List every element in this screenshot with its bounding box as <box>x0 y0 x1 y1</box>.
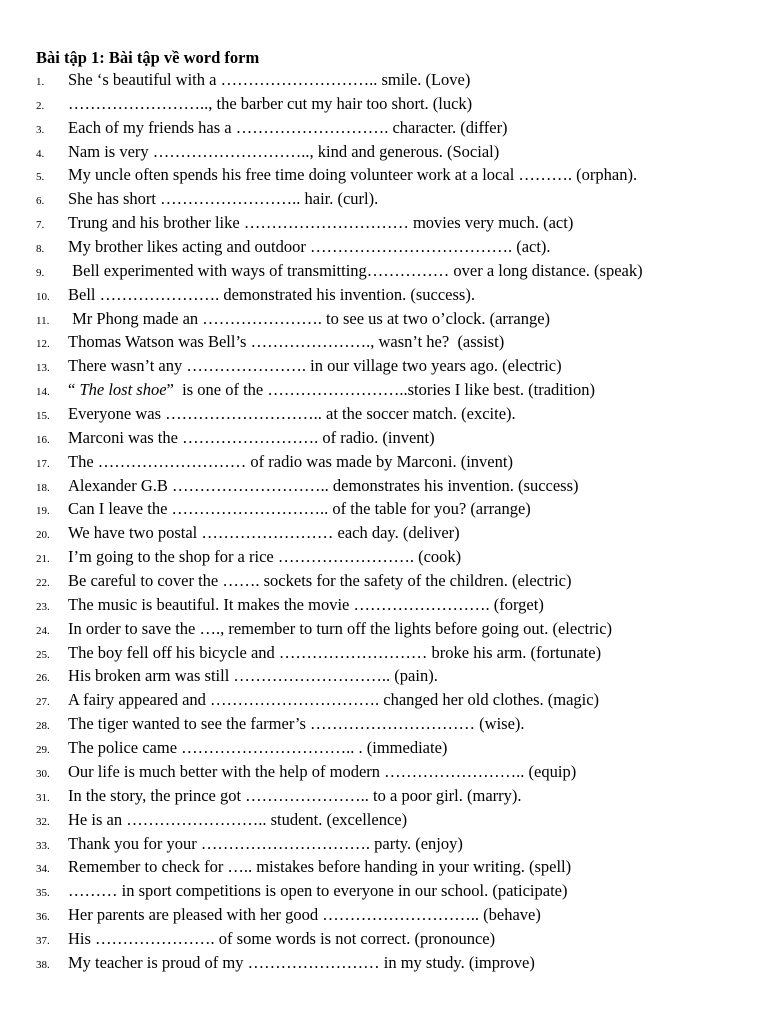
exercise-item <box>36 332 752 356</box>
exercise-item <box>36 118 752 142</box>
item-sentence-prefix: “ <box>68 380 80 400</box>
exercise-item <box>36 261 752 285</box>
exercise-item <box>36 762 752 786</box>
item-sentence: The boy fell off his bicycle and ……………………… broke his arm. (fortunate) <box>68 642 602 662</box>
exercise-item <box>36 666 752 690</box>
item-number: 37. <box>36 934 50 947</box>
exercise-item <box>36 285 752 309</box>
item-sentence: Bell experimented with ways of transmitting…………… over a long distance. (speak) <box>68 260 643 280</box>
exercise-item <box>36 714 752 738</box>
item-number: 31. <box>36 791 50 804</box>
exercise-item <box>36 142 752 166</box>
item-sentence: Alexander G.B ……………………….. demonstrates his invention. (success) <box>68 475 579 495</box>
item-number: 38. <box>36 958 50 971</box>
item-number: 22. <box>36 577 50 590</box>
item-sentence <box>68 380 595 400</box>
item-sentence-italic-title: The lost shoe <box>79 380 167 400</box>
item-number: 16. <box>36 433 50 446</box>
item-number: 5. <box>36 171 45 184</box>
item-number: 1. <box>36 76 45 88</box>
item-number: 14. <box>36 386 50 399</box>
item-sentence: ……… in sport competitions is open to everyone in our school. (paticipate) <box>68 881 568 901</box>
item-number: 33. <box>36 839 50 852</box>
exercise-item <box>36 738 752 762</box>
item-sentence: She ‘s beautiful with a ……………………….. smile. (Love) <box>68 70 471 89</box>
item-sentence: A fairy appeared and …………………………. changed her old clothes. (magic) <box>68 690 600 710</box>
item-sentence: …………………….., the barber cut my hair too short. (luck) <box>68 93 473 113</box>
exercise-item <box>36 786 752 810</box>
exercise-item <box>36 834 752 858</box>
exercise-item <box>36 428 752 452</box>
item-sentence: Thank you for your …………………………. party. (enjoy) <box>68 833 463 853</box>
item-sentence: He is an …………………….. student. (excellence) <box>68 809 408 829</box>
exercise-item <box>36 929 752 953</box>
exercise-item <box>36 690 752 714</box>
exercise-item <box>36 404 752 428</box>
item-sentence: The music is beautiful. It makes the movie ……………………. (forget) <box>68 594 544 614</box>
item-number: 35. <box>36 887 50 900</box>
item-sentence: Our life is much better with the help of modern …………………….. (equip) <box>68 761 577 781</box>
exercise-item <box>36 857 752 881</box>
item-number: 3. <box>36 123 45 136</box>
exercise-item <box>36 70 752 94</box>
item-number: 8. <box>36 243 45 256</box>
item-sentence: The police came ………………………….. . (immediate) <box>68 738 448 758</box>
item-number: 2. <box>36 99 45 112</box>
item-sentence: Be careful to cover the ……. sockets for the safety of the children. (electric) <box>68 571 572 591</box>
item-sentence: The tiger wanted to see the farmer’s ………………………… (wise). <box>68 714 525 734</box>
exercise-title: Bài tập 1: Bài tập về word form <box>36 48 260 67</box>
exercise-item <box>36 571 752 595</box>
item-number: 30. <box>36 767 50 780</box>
exercise-item <box>36 547 752 571</box>
item-sentence: Trung and his brother like ………………………… movies very much. (act) <box>68 213 574 233</box>
exercise-item <box>36 619 752 643</box>
item-sentence: Bell …………………. demonstrated his invention. (success). <box>68 284 475 304</box>
item-sentence: My brother likes acting and outdoor ………………………………. (act). <box>68 237 551 257</box>
item-number: 25. <box>36 648 50 661</box>
item-sentence-rest: ” is one of the ……………………..stories I like best. (tradition) <box>166 380 596 400</box>
exercise-list <box>36 70 752 977</box>
item-sentence: She has short …………………….. hair. (curl). <box>68 189 379 209</box>
item-sentence: Nam is very ……………………….., kind and generous. (Social) <box>68 141 500 161</box>
item-number: 28. <box>36 720 50 733</box>
item-number: 34. <box>36 863 50 876</box>
item-sentence: In order to save the …., remember to turn off the lights before going out. (electric) <box>68 618 613 638</box>
item-number: 29. <box>36 744 50 757</box>
item-number: 15. <box>36 410 50 423</box>
item-number: 23. <box>36 600 50 613</box>
item-number: 26. <box>36 672 50 685</box>
item-number: 32. <box>36 815 50 828</box>
exercise-item <box>36 810 752 834</box>
exercise-item <box>36 499 752 523</box>
exercise-item <box>36 165 752 189</box>
item-number: 20. <box>36 529 50 542</box>
item-sentence: Remember to check for ….. mistakes before handing in your writing. (spell) <box>68 857 572 877</box>
item-number: 36. <box>36 911 50 924</box>
exercise-item <box>36 356 752 380</box>
exercise-item <box>36 595 752 619</box>
item-sentence: The ……………………… of radio was made by Marconi. (invent) <box>68 451 513 471</box>
item-sentence: Thomas Watson was Bell’s …………………., wasn’t he? (assist) <box>68 332 505 352</box>
item-number: 24. <box>36 624 50 637</box>
item-number: 18. <box>36 481 50 494</box>
exercise-item <box>36 953 752 977</box>
exercise-item <box>36 643 752 667</box>
item-sentence: My teacher is proud of my …………………… in my study. (improve) <box>68 952 535 972</box>
item-number: 13. <box>36 362 50 375</box>
item-sentence: His broken arm was still ……………………….. (pain). <box>68 666 438 686</box>
exercise-item <box>36 523 752 547</box>
item-number: 12. <box>36 338 50 351</box>
item-sentence: Everyone was ……………………….. at the soccer match. (excite). <box>68 404 516 424</box>
item-number: 27. <box>36 696 50 709</box>
item-sentence: There wasn’t any …………………. in our village two years ago. (electric) <box>68 356 562 376</box>
item-sentence: I’m going to the shop for a rice ……………………. (cook) <box>68 547 462 567</box>
item-sentence: Each of my friends has a ………………………. character. (differ) <box>68 117 508 137</box>
exercise-item <box>36 189 752 213</box>
exercise-item <box>36 94 752 118</box>
item-sentence: My uncle often spends his free time doing volunteer work at a local ………. (orphan). <box>68 165 638 185</box>
item-sentence: We have two postal …………………… each day. (deliver) <box>68 523 460 543</box>
item-number: 10. <box>36 290 50 303</box>
item-sentence: Mr Phong made an …………………. to see us at two o’clock. (arrange) <box>68 308 551 328</box>
item-sentence: His …………………. of some words is not correct. (pronounce) <box>68 928 496 948</box>
item-number: 6. <box>36 195 45 208</box>
item-sentence: Marconi was the ……………………. of radio. (invent) <box>68 427 435 447</box>
exercise-item <box>36 476 752 500</box>
item-sentence: Can I leave the ……………………….. of the table for you? (arrange) <box>68 499 531 519</box>
item-number: 17. <box>36 457 50 470</box>
item-number: 9. <box>36 266 45 279</box>
exercise-item <box>36 905 752 929</box>
item-number: 21. <box>36 553 50 566</box>
exercise-item <box>36 237 752 261</box>
item-number: 7. <box>36 219 45 232</box>
exercise-item <box>36 452 752 476</box>
exercise-item <box>36 881 752 905</box>
item-sentence: In the story, the prince got ………………….. to a poor girl. (marry). <box>68 785 522 805</box>
item-number: 11. <box>36 314 50 327</box>
exercise-item <box>36 380 752 404</box>
item-number: 4. <box>36 147 45 160</box>
item-sentence: Her parents are pleased with her good ……………………….. (behave) <box>68 905 541 925</box>
exercise-item <box>36 213 752 237</box>
document-page <box>36 46 752 977</box>
exercise-item <box>36 309 752 333</box>
item-number: 19. <box>36 505 50 518</box>
